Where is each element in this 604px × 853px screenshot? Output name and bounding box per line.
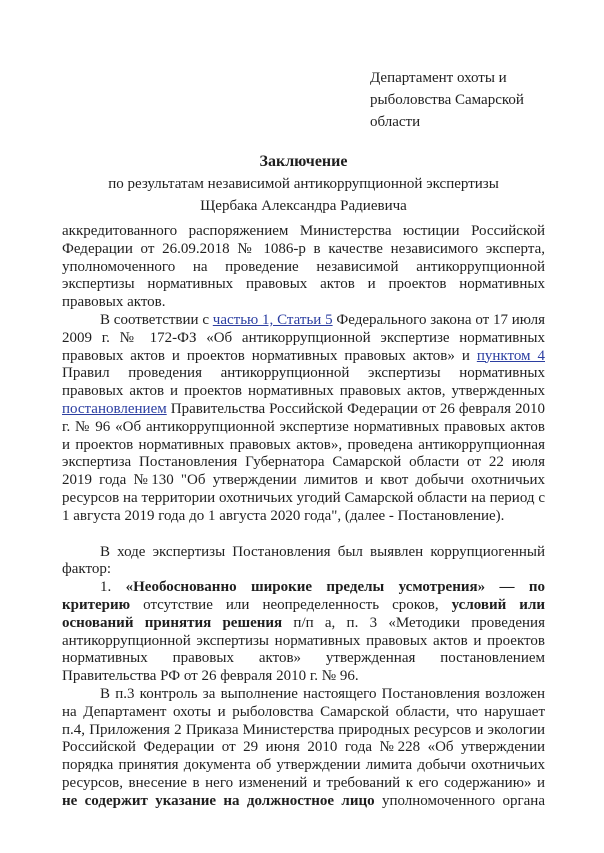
body-text: п/п а, п. 3 «Методики проведения антикоррупционной экспертизы нормативных правовых актов и проектов нормативных правовых актов» утвержденная постановлением Правительства РФ от 26 февраля 2010 г. № 96. bbox=[62, 614, 545, 685]
hyperlink[interactable]: пунктом 4 bbox=[476, 347, 545, 364]
hyperlink[interactable]: частью 1, Статьи 5 bbox=[212, 311, 333, 328]
body-text: 1. bbox=[100, 579, 126, 596]
paragraph bbox=[62, 544, 545, 580]
document-title: Заключение bbox=[259, 153, 348, 170]
body-text: аккредитованного распоряжением Министерства юстиции Российской Федерации от 26.09.2018 № 1086-р в качестве независимого эксперта, уполномоченного на проведение независимой антикоррупционной экспертизы нормативных правовых актов и проектов нормативных правовых актов. bbox=[62, 223, 545, 311]
paragraph bbox=[62, 312, 545, 526]
bold-text: не содержит указание на должностное лицо bbox=[62, 792, 375, 809]
paragraph bbox=[62, 579, 545, 686]
department-header: Департамент охоты и рыболовства Самарской области bbox=[370, 70, 524, 130]
body-text: отсутствие или неопределенность сроков, bbox=[130, 596, 452, 613]
paragraph bbox=[62, 223, 545, 312]
body-text: Правительства Российской Федерации от 26 февраля 2010 г. № 96 «Об антикоррупционной экспертизе нормативных правовых актов и проектов нормативных правовых актов», проведена антикоррупционная экспертиза Постановления Губернатора Самарской области от 22 июля 2019 года №130 "Об утверждении лимитов и квот добычи охотничьих ресурсов на территории охотничьих угодий Самарской области на период с 1 августа 2019 года до 1 августа 2020 года", (далее - Постановление). bbox=[62, 400, 545, 524]
bold-text: «Необоснованно широкие пределы усмотрения» — по критерию bbox=[62, 579, 546, 613]
body-text: В соответствии с bbox=[100, 311, 213, 328]
paragraph bbox=[62, 686, 545, 811]
body-text: Правил проведения антикоррупционной экспертизы нормативных правовых актов и проектов нормативных правовых актов, утвержденных bbox=[62, 365, 545, 400]
body-text: уполномоченного органа bbox=[374, 792, 545, 809]
body-text: Федерального закона от 17 июля 2009 г. № 172-ФЗ «Об антикоррупционной экспертизе нормативных правовых актов и проектов нормативных правовых актов» и bbox=[62, 311, 545, 364]
title-block bbox=[62, 151, 545, 217]
document-subtitle: по результатам независимой антикоррупционной экспертизы bbox=[108, 176, 499, 192]
expert-name: Щербака Александра Радиевича bbox=[200, 198, 407, 214]
body-text: В ходе экспертизы Постановления был выявлен коррупциогенный фактор: bbox=[62, 543, 545, 578]
hyperlink[interactable]: постановлением bbox=[62, 400, 167, 417]
document-body bbox=[62, 223, 545, 811]
bold-text: условий или оснований принятия решения bbox=[62, 596, 545, 631]
body-text: В п.3 контроль за выполнение настоящего Постановления возложен на Департамент охоты и рыболовства Самарской области, что нарушает п.4, Приложения 2 Приказа Министерства природных ресурсов и экологии Российской Федерации от 29 июня 2010 года №228 «Об утверждении порядка принятия документа об утверждении лимита добычи охотничьих ресурсов, внесение в него изменений и требований к его содержанию» и bbox=[62, 685, 545, 791]
